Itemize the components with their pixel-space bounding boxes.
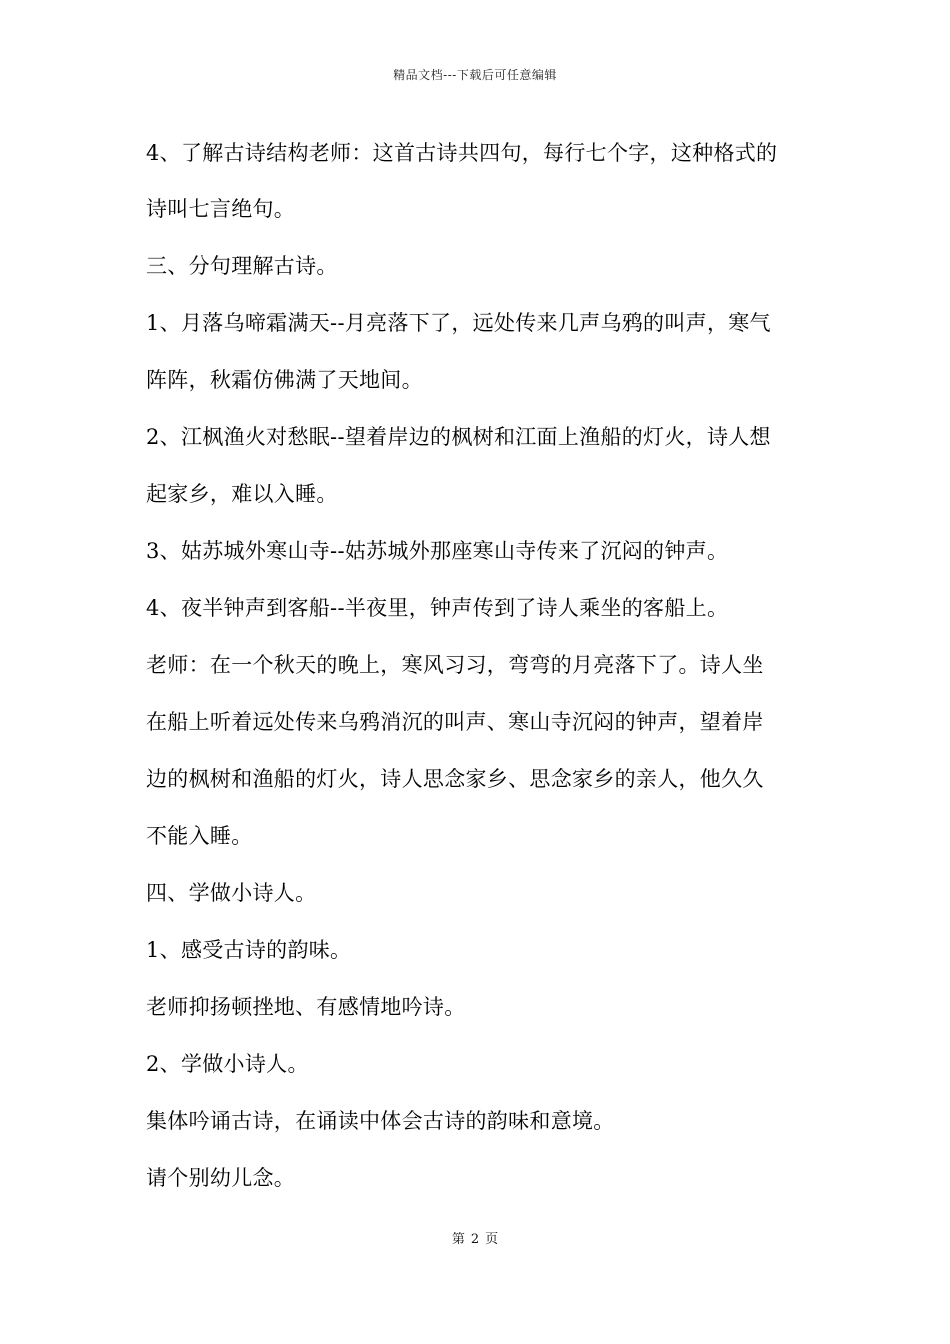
body-line: 在船上听着远处传来乌鸦消沉的叫声、寒山寺沉闷的钟声，望着岸 bbox=[146, 710, 764, 734]
body-line: 不能入睡。 bbox=[146, 824, 253, 848]
body-line: 老师抑扬顿挫地、有感情地吟诗。 bbox=[146, 995, 466, 1019]
page-number: 2 bbox=[470, 1232, 480, 1247]
section-heading: 三、分句理解古诗。 bbox=[146, 254, 338, 278]
body-line: 1、月落乌啼霜满天--月亮落下了，远处传来几声乌鸦的叫声，寒气 bbox=[146, 311, 771, 335]
body-line: 1、感受古诗的韵味。 bbox=[146, 938, 352, 962]
page-header: 精品文档---下载后可任意编辑 bbox=[393, 68, 557, 82]
page-footer bbox=[0, 1228, 950, 1247]
body-line: 2、江枫渔火对愁眠--望着岸边的枫树和江面上渔船的灯火，诗人想 bbox=[146, 425, 771, 449]
body-line: 4、了解古诗结构老师：这首古诗共四句，每行七个字，这种格式的 bbox=[146, 141, 778, 165]
body-line: 老师：在一个秋天的晚上，寒风习习，弯弯的月亮落下了。诗人坐 bbox=[146, 653, 764, 677]
body-line: 集体吟诵古诗，在诵读中体会古诗的韵味和意境。 bbox=[146, 1109, 615, 1133]
body-line: 阵阵，秋霜仿佛满了天地间。 bbox=[146, 368, 423, 392]
body-line: 3、姑苏城外寒山寺--姑苏城外那座寒山寺传来了沉闷的钟声。 bbox=[146, 539, 729, 563]
page-suffix: 页 bbox=[485, 1232, 499, 1247]
body-line: 诗叫七言绝句。 bbox=[146, 197, 296, 221]
body-line: 起家乡，难以入睡。 bbox=[146, 482, 338, 506]
body-line: 4、夜半钟声到客船--半夜里，钟声传到了诗人乘坐的客船上。 bbox=[146, 596, 729, 620]
section-heading: 四、学做小诗人。 bbox=[146, 881, 317, 905]
page-prefix: 第 bbox=[451, 1232, 465, 1247]
body-line: 边的枫树和渔船的灯火，诗人思念家乡、思念家乡的亲人，他久久 bbox=[146, 767, 764, 791]
body-line: 2、学做小诗人。 bbox=[146, 1052, 309, 1076]
body-line: 请个别幼儿念。 bbox=[146, 1166, 296, 1190]
